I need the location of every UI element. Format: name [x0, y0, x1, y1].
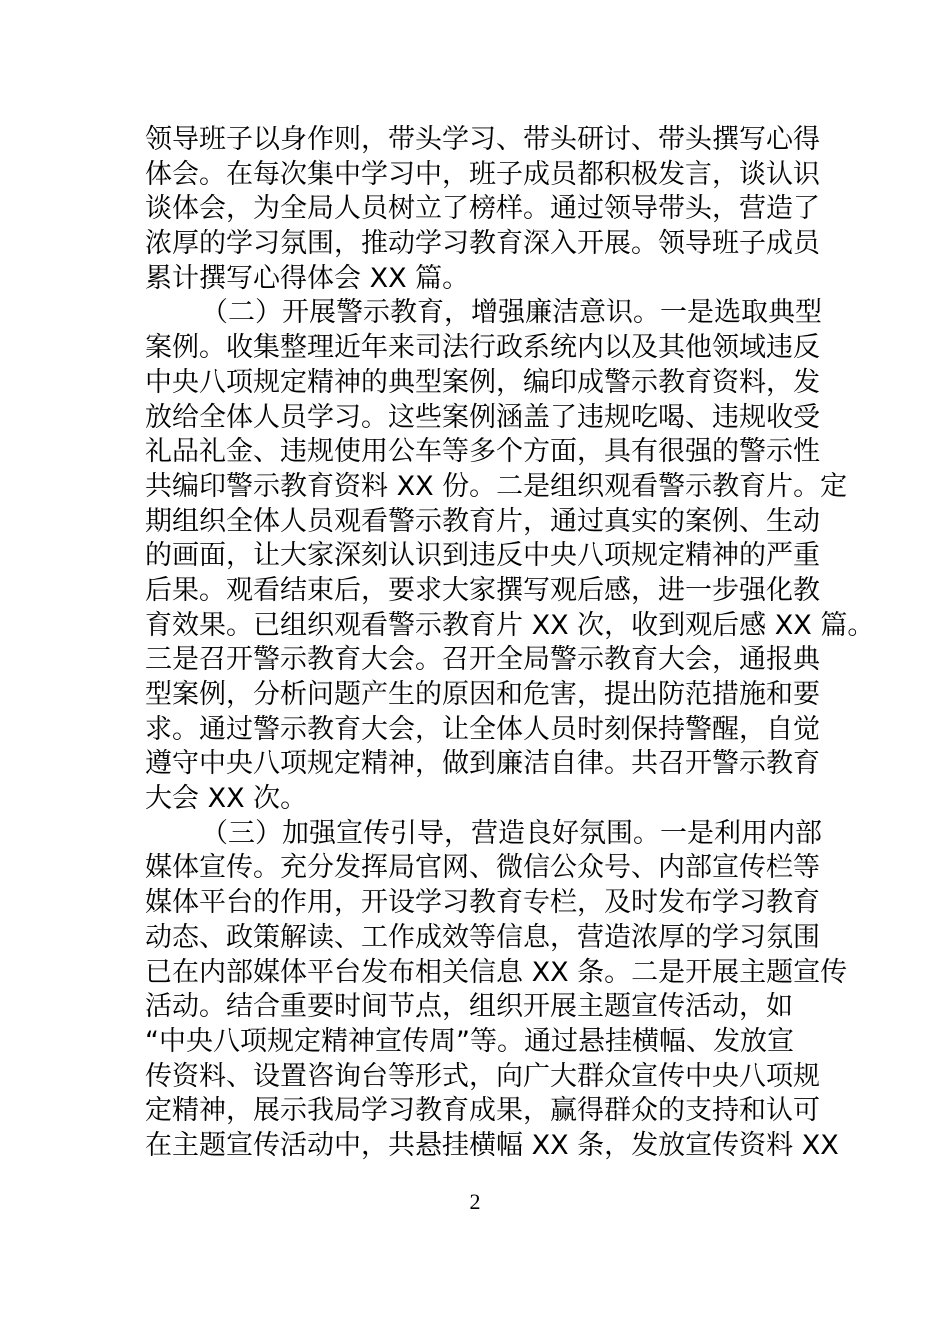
text-line: 已在内部媒体平台发布相关信息 XX 条。二是开展主题宣传 [145, 956, 848, 988]
text-line: 礼品礼金、违规使用公车等多个方面，具有很强的警示性 [145, 436, 820, 468]
text-line: 媒体平台的作用，开设学习教育专栏，及时发布学习教育 [145, 887, 820, 919]
text-line: 累计撰写心得体会 XX 篇。 [145, 262, 470, 294]
text-line: 媒体宣传。充分发挥局官网、微信公众号、内部宣传栏等 [145, 852, 820, 884]
text-line: 共编印警示教育资料 XX 份。二是组织观看警示教育片。定 [145, 470, 848, 502]
text-line: 在主题宣传活动中，共悬挂横幅 XX 条，发放宣传资料 XX [145, 1129, 839, 1161]
section-heading-line: （三）加强宣传引导，营造良好氛围。一是利用内部 [201, 817, 822, 849]
text-line: 三是召开警示教育大会。召开全局警示教育大会，通报典 [145, 644, 820, 676]
text-line: 谈体会，为全局人员树立了榜样。通过领导带头，营造了 [145, 193, 820, 225]
page-number: 2 [469, 1189, 481, 1214]
text-line: 遵守中央八项规定精神，做到廉洁自律。共召开警示教育 [145, 748, 820, 780]
text-line: 浓厚的学习氛围，推动学习教育深入开展。领导班子成员 [145, 228, 820, 260]
text-line: 的画面，让大家深刻认识到违反中央八项规定精神的严重 [145, 540, 820, 572]
text-line: 放给全体人员学习。这些案例涵盖了违规吃喝、违规收受 [145, 401, 820, 433]
text-line: 后果。观看结束后，要求大家撰写观后感，进一步强化教 [145, 574, 820, 606]
text-line: 活动。结合重要时间节点，组织开展主题宣传活动，如 [145, 991, 793, 1023]
text-line: 型案例，分析问题产生的原因和危害，提出防范措施和要 [145, 679, 820, 710]
text-line: 体会。在每次集中学习中，班子成员都积极发言，谈认识 [145, 158, 820, 190]
text-line: 育效果。已组织观看警示教育片 XX 次，收到观后感 XX 篇。 [145, 609, 875, 641]
text-line: 中央八项规定精神的典型案例，编印成警示教育资料，发 [145, 366, 820, 398]
text-line: 案例。收集整理近年来司法行政系统内以及其他领域违反 [145, 332, 820, 364]
text-line: 大会 XX 次。 [145, 783, 308, 815]
text-line: 期组织全体人员观看警示教育片，通过真实的案例、生动 [145, 505, 820, 537]
section-heading-line: （二）开展警示教育，增强廉洁意识。一是选取典型 [201, 297, 822, 329]
text-line: 领导班子以身作则，带头学习、带头研讨、带头撰写心得 [145, 124, 820, 155]
text-line: 传资料、设置咨询台等形式，向广大群众宣传中央八项规 [145, 1060, 820, 1092]
body-text [145, 123, 875, 1164]
text-line: “中央八项规定精神宣传周”等。通过悬挂横幅、发放宣 [145, 1025, 794, 1057]
text-line: 定精神，展示我局学习教育成果，赢得群众的支持和认可 [145, 1095, 820, 1127]
text-line: 求。通过警示教育大会，让全体人员时刻保持警醒，自觉 [145, 713, 820, 745]
text-line: 动态、政策解读、工作成效等信息，营造浓厚的学习氛围 [145, 921, 820, 953]
